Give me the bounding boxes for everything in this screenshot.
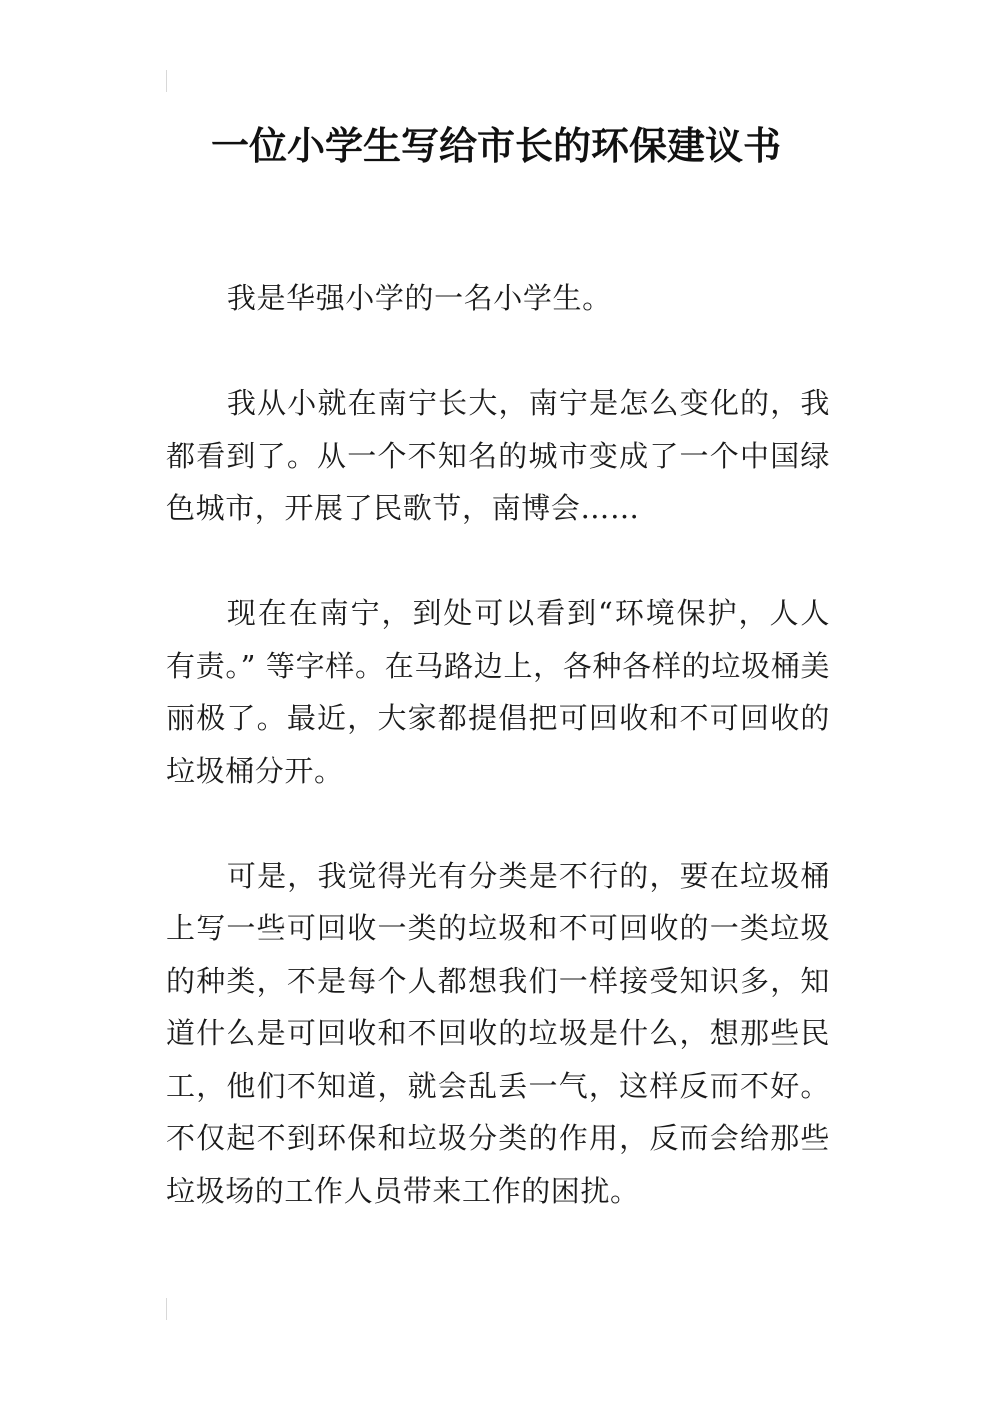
paragraph-1: 我是华强小学的一名小学生。 <box>226 281 612 315</box>
document-body <box>166 272 830 1270</box>
paragraph-4: 可是，我觉得光有分类是不行的，要在垃圾桶上写一些可回收一类的垃圾和不可回收的一类垃圾的种类，不是每个人都想我们一样接受知识多，知道什么是可回收和不回收的垃圾是什么，想那些民工，他们不知道，就会乱丢一气，这样反而不好。不仅起不到环保和垃圾分类的作用，反而会给那些垃圾场的工作人员带来工作的困扰。 <box>166 858 830 1208</box>
paragraph-2: 我从小就在南宁长大，南宁是怎么变化的，我都看到了。从一个不知名的城市变成了一个中国绿色城市，开展了民歌节，南博会…… <box>166 386 830 525</box>
margin-mark-top <box>166 70 167 92</box>
paragraph-3: 现在在南宁，到处可以看到“环境保护，人人有责。” 等字样。在马路边上，各种各样的垃圾桶美丽极了。最近，大家都提倡把可回收和不可回收的垃圾桶分开。 <box>166 596 830 788</box>
document-title: 一位小学生写给市长的环保建议书 <box>210 124 781 168</box>
margin-mark-bottom <box>166 1298 167 1320</box>
